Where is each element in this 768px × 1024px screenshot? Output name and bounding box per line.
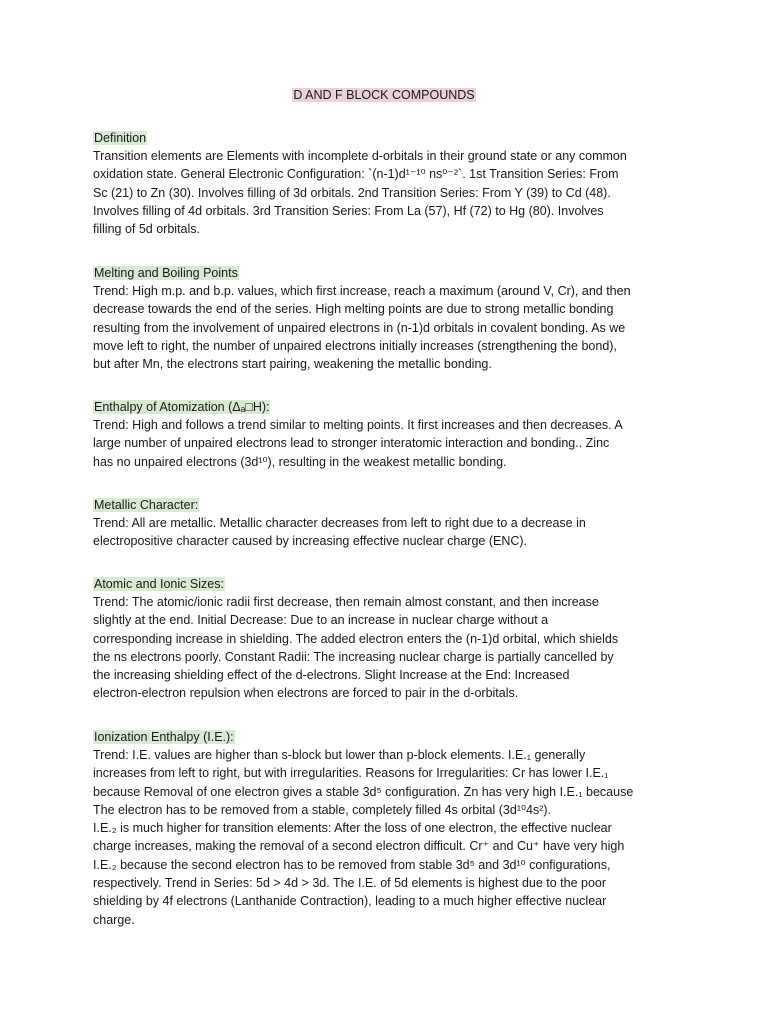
- section-metallic-character: [93, 496, 683, 551]
- section-heading-text: Ionization Enthalpy (I.E.):: [94, 730, 234, 744]
- section-body: Trend: The atomic/ionic radii first decrease, then remain almost constant, and then increase slightly at the end. Initial Decrease: Due to an increase in nuclear charge without a corresponding increase in shielding. The added electron enters the (n-1)d orbital, which shields the ns electrons poorly. Constant Radii: The increasing nuclear charge is partially cancelled by the increasing shielding effect of the d-electrons. Slight Increase at the End: Increased electron-electron repulsion when electrons are forced to pair in the d-orbitals.: [93, 595, 619, 701]
- section-enthalpy-atomization: [93, 398, 683, 471]
- section-body: Trend: High and follows a trend similar to melting points. It first increases and then decreases. A large number of unpaired electrons lead to stronger interatomic interaction and bonding.. Zinc has no unpaired electrons (3d¹⁰), resulting in the weakest metallic bonding.: [93, 418, 623, 469]
- section-body: Trend: High m.p. and b.p. values, which first increase, reach a maximum (around V, Cr), and then decrease towards the end of the series. High melting points are due to strong metallic bonding resulting from the involvement of unpaired electrons in (n-1)d orbitals in covalent bonding. As we move left to right, the number of unpaired electrons initially increases (strengthening the bond), but after Mn, the electrons start pairing, weakening the metallic bonding.: [93, 284, 631, 372]
- section-heading: [93, 575, 683, 593]
- section-heading-text: Definition: [94, 131, 147, 145]
- section-melting-boiling-points: [93, 264, 683, 373]
- section-heading-text: Melting and Boiling Points: [94, 266, 238, 280]
- section-heading-text: Enthalpy of Atomization (Δₐ□H):: [94, 400, 270, 414]
- section-atomic-ionic-sizes: [93, 575, 683, 703]
- section-heading: [93, 129, 683, 147]
- section-ionization-enthalpy: [93, 728, 683, 929]
- document-title-text: D AND F BLOCK COMPOUNDS: [293, 88, 475, 102]
- section-heading: [93, 496, 683, 514]
- section-heading: [93, 264, 683, 282]
- section-body: Trend: All are metallic. Metallic character decreases from left to right due to a decrease in electropositive character caused by increasing effective nuclear charge (ENC).: [93, 516, 586, 549]
- document-title: [0, 87, 768, 103]
- section-definition: [93, 129, 683, 238]
- section-body: Trend: I.E. values are higher than s-block but lower than p-block elements. I.E.₁ generally increases from left to right, but with irregularities. Reasons for Irregularities: Cr has lower I.E.₁ because Removal of one electron gives a stable 3d⁵ configuration. Zn has very high I.E.₁ because The electron has to be removed from a stable, completely filled 4s orbital (3d¹⁰4s²). I.E.₂ is much higher for transition elements: After the loss of one electron, the effective nuclear charge increases, making the removal of a second electron difficult. Cr⁺ and Cu⁺ have very high I.E.₂ because the second electron has to be removed from stable 3d⁵ and 3d¹⁰ configurations, respectively. Trend in Series: 5d > 4d > 3d. The I.E. of 5d elements is highest due to the poor shielding by 4f electrons (Lanthanide Contraction), leading to a much higher effective nuclear charge.: [93, 748, 634, 927]
- section-body: Transition elements are Elements with incomplete d-orbitals in their ground state or any common oxidation state. General Electronic Configuration: `(n-1)d¹⁻¹⁰ ns⁰⁻²`. 1st Transition Series: From Sc (21) to Zn (30). Involves filling of 3d orbitals. 2nd Transition Series: From Y (39) to Cd (48). Involves filling of 4d orbitals. 3rd Transition Series: From La (57), Hf (72) to Hg (80). Involves filling of 5d orbitals.: [93, 149, 627, 237]
- section-heading-text: Metallic Character:: [94, 498, 199, 512]
- section-heading: [93, 728, 683, 746]
- section-heading: [93, 398, 683, 416]
- section-heading-text: Atomic and Ionic Sizes:: [94, 577, 224, 591]
